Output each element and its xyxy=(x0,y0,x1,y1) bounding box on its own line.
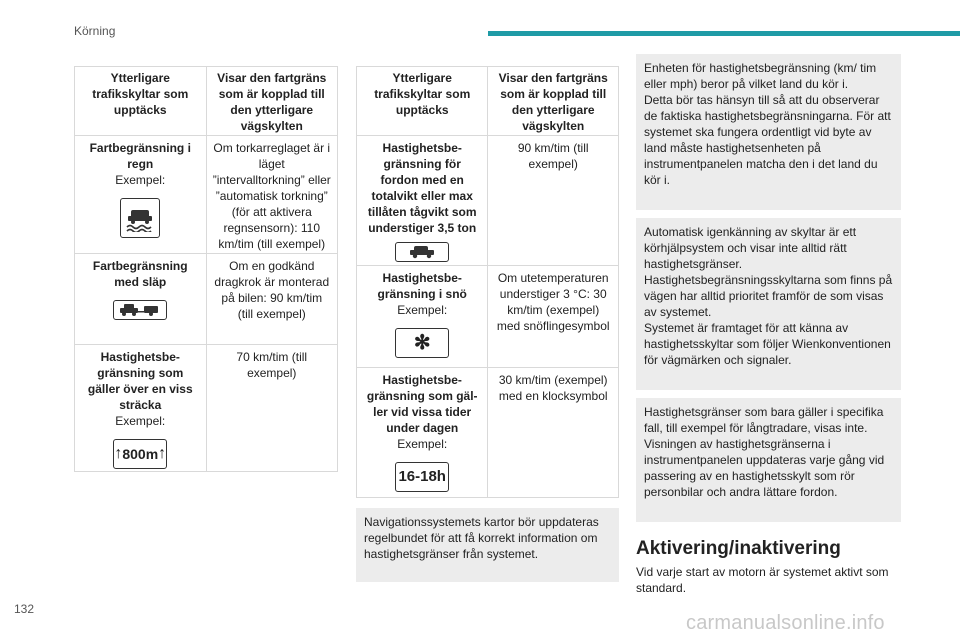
table-row xyxy=(357,266,619,368)
middle-sign-table xyxy=(356,66,619,498)
row-desc: 70 km/tim (till exempel) xyxy=(206,345,337,472)
row-subtitle: Exempel: xyxy=(397,437,448,451)
table-row xyxy=(75,345,338,472)
col-header-signs: Ytterligare trafikskyltar som upptäcks xyxy=(75,67,207,136)
col-header-limit: Visar den fartgräns som är kopplad till den ytterligare vägskylten xyxy=(206,67,337,136)
col-header-limit: Visar den fartgräns som är kopplad till den ytterligare vägskylten xyxy=(488,67,619,136)
note-lead: Enheten för hastighetsbegränsning (km/ tim eller mph) beror på vilket land du kör i. xyxy=(644,61,877,91)
info-note-specific-limits xyxy=(636,398,901,522)
row-desc: Om torkarreglaget är i läget ”intervalltorkning” eller ”automatisk torkning” (för att aktivera regnsensorn): 110 km/tim (till exempel) xyxy=(206,136,337,254)
left-sign-table xyxy=(74,66,338,472)
section-heading: Aktivering/inaktivering xyxy=(636,538,841,559)
row-title: Hastighetsbe- gränsning i snö xyxy=(377,271,467,301)
sign-text: 800m xyxy=(122,446,159,462)
passenger-car-sign-icon xyxy=(395,242,449,262)
section-title: Körning xyxy=(74,24,116,38)
col-header-signs: Ytterligare trafikskyltar som upptäcks xyxy=(357,67,488,136)
row-subtitle: Exempel: xyxy=(115,414,166,428)
snowflake-sign-icon: ✻ xyxy=(395,328,449,358)
table-row xyxy=(357,136,619,266)
note-lead: Automatisk igenkänning av skyltar är ett körhjälpsystem och visar inte alltid rätt hastighetsgränser. xyxy=(644,225,857,271)
row-desc: Om utetemperaturen understiger 3 °C: 30 km/tim (exempel) med snöflingesymbol xyxy=(488,266,619,368)
warning-note-units xyxy=(636,54,901,210)
distance-sign-icon: ↑ 800m ↑ xyxy=(113,439,167,469)
warning-note-navigation xyxy=(356,508,619,582)
row-desc: Om en godkänd dragkrok är monterad på bilen: 90 km/tim (till exempel) xyxy=(206,254,337,345)
row-subtitle: Exempel: xyxy=(115,173,166,187)
sign-text: 16-18h xyxy=(398,468,446,485)
table-row xyxy=(75,136,338,254)
note-lead: Hastighetsgränser som bara gäller i specifika fall, till exempel för långtradare, visas inte. xyxy=(644,405,884,435)
note-body: Detta bör tas hänsyn till så att du observerar de faktiska hastighetsbegränsningarna. För att systemet ska fungera ordentligt vid byte av land måste hastighetsenheten på instrumentpanelen matcha den i det land du kör i. xyxy=(644,93,891,187)
note-lead: Navigationssystemets kartor bör uppdateras regelbundet för att få korrekt information om hastighetsgränser från systemet. xyxy=(364,515,599,561)
warning-note-recognition xyxy=(636,218,901,390)
note-body: Systemet är framtaget för att känna av hastighetsskyltar som följer Wienkonventionen för vägmärken och signaler. xyxy=(644,321,891,367)
row-title: Fartbegränsning med släp xyxy=(92,259,188,289)
row-title: Fartbegränsning i regn xyxy=(89,141,191,171)
header-rule xyxy=(488,31,960,36)
table-row xyxy=(75,254,338,345)
time-period-sign-icon xyxy=(395,462,449,492)
note-body: Hastighetsbegränsningsskyltarna som finns på vägen har alltid prioritet framför de som visas av systemet. xyxy=(644,273,893,319)
row-title: Hastighetsbe- gränsning som gäller över en viss sträcka xyxy=(87,350,193,412)
note-body: Visningen av hastighetsgränserna i instrumentpanelen uppdateras varje gång vid passering av en hastighetsskylt som rör personbilar och andra lättare fordon. xyxy=(644,437,885,499)
row-title: Hastighetsbe- gränsning som gäl- ler vid vissa tider under dagen xyxy=(366,373,478,435)
row-desc: 90 km/tim (till exempel) xyxy=(488,136,619,266)
car-with-trailer-sign-icon xyxy=(113,300,167,320)
row-subtitle: Exempel: xyxy=(397,303,448,317)
row-desc: 30 km/tim (exempel) med en klocksymbol xyxy=(488,368,619,498)
row-title: Hastighetsbe- gränsning för fordon med en totalvikt eller max tillåten tågvikt som understiger 3,5 ton xyxy=(367,141,477,235)
table-row xyxy=(357,368,619,498)
watermark: carmanualsonline.info xyxy=(686,612,885,634)
section-paragraph: Vid varje start av motorn är systemet aktivt som standard. xyxy=(636,565,889,595)
car-in-rain-sign-icon xyxy=(120,198,160,238)
page-number: 132 xyxy=(14,602,35,616)
